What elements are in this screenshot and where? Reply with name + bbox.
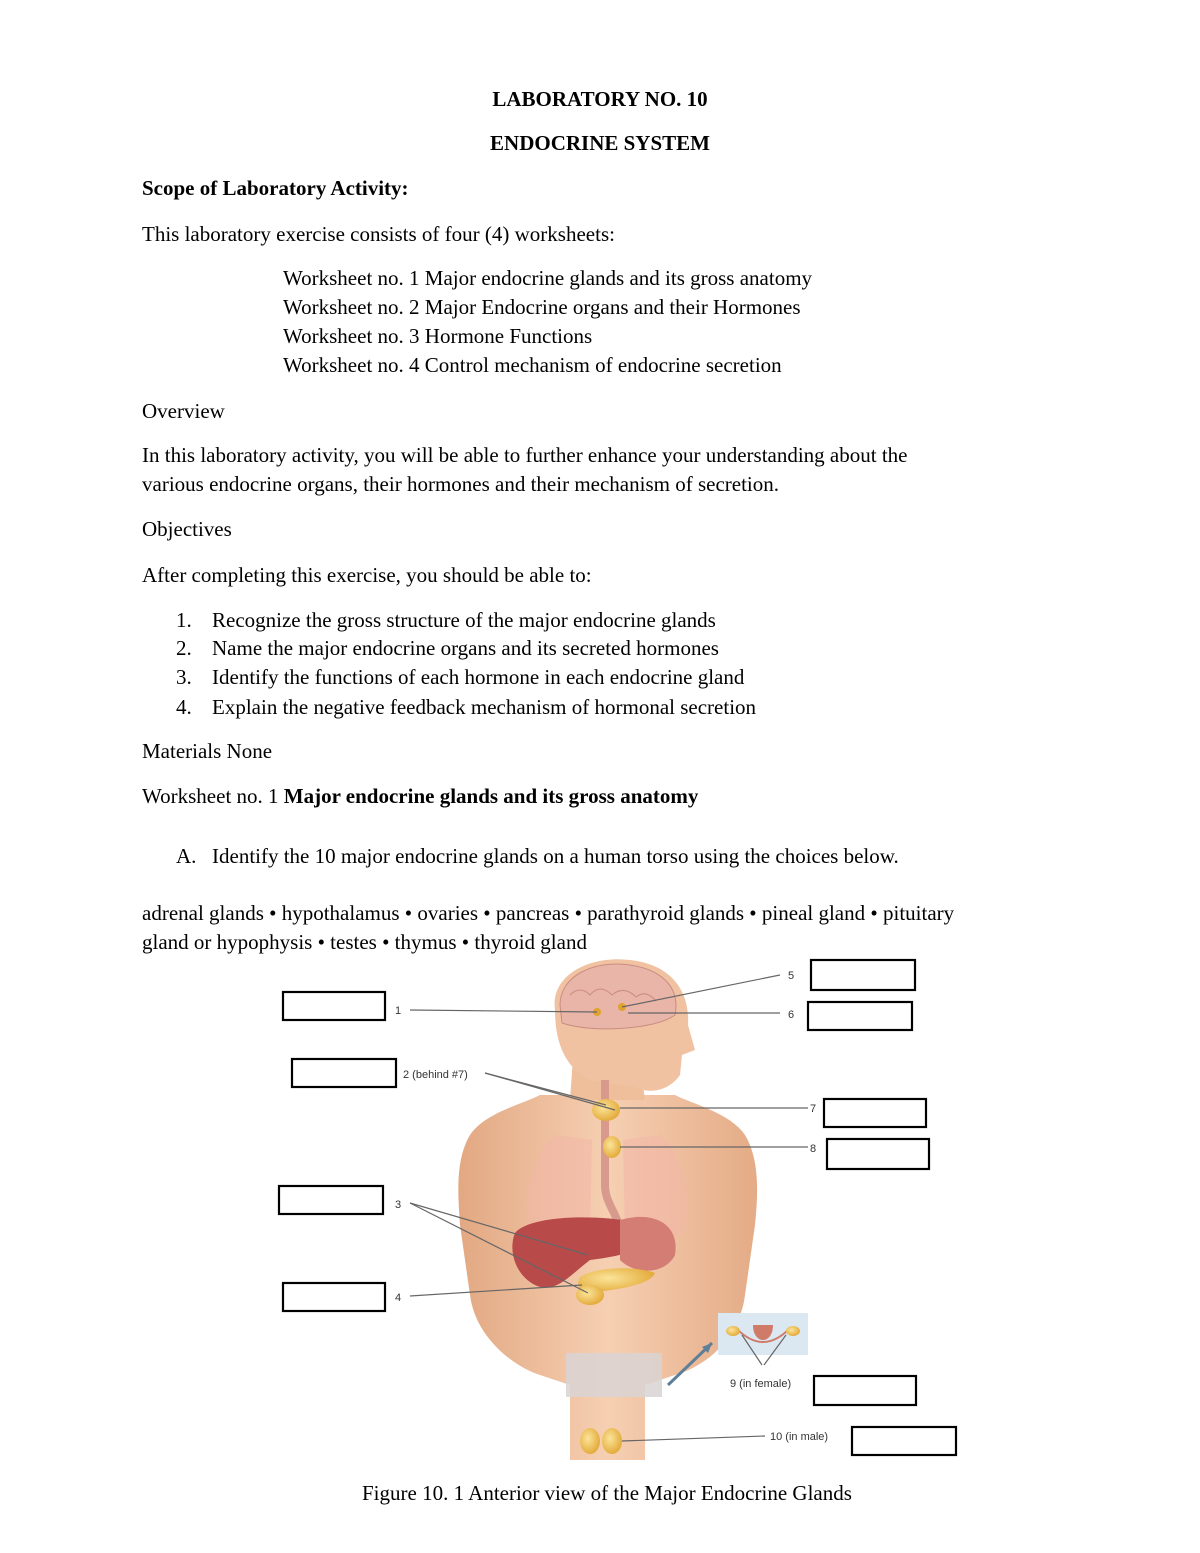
overview-heading: Overview — [142, 399, 225, 423]
figure-label-9: 9 (in female) — [730, 1378, 792, 1390]
objectives-heading: Objectives — [142, 517, 232, 541]
objective-number: 3. — [176, 665, 192, 689]
endocrine-diagram — [270, 955, 970, 1470]
objective-text: Identify the functions of each hormone in each endocrine gland — [212, 665, 745, 689]
answer-box-8[interactable] — [827, 1139, 929, 1169]
obscured-region — [566, 1353, 662, 1397]
worksheet-item-2: Worksheet no. 2 Major Endocrine organs and their Hormones — [283, 295, 801, 319]
figure-label-6: 6 — [788, 1009, 795, 1021]
figure-label-1: 1 — [395, 1005, 402, 1017]
answer-box-10[interactable] — [852, 1427, 956, 1455]
answer-box-5[interactable] — [811, 960, 915, 990]
worksheet1-prefix: Worksheet no. 1 — [142, 784, 284, 808]
figure-label-3: 3 — [395, 1199, 402, 1211]
question-text: Identify the 10 major endocrine glands on a human torso using the choices below. — [212, 844, 899, 868]
question-label: A. — [176, 844, 197, 868]
answer-box-7[interactable] — [824, 1099, 926, 1127]
worksheet-item-1: Worksheet no. 1 Major endocrine glands and its gross anatomy — [283, 266, 813, 290]
adrenal-left — [576, 1285, 604, 1305]
ovary-left — [726, 1326, 740, 1336]
human-torso-illustration — [458, 959, 757, 1460]
figure-caption: Figure 10. 1 Anterior view of the Major Endocrine Glands — [362, 1481, 852, 1505]
figure-label-10: 10 (in male) — [770, 1431, 829, 1443]
scope-heading: Scope of Laboratory Activity: — [142, 176, 409, 200]
overview-line-2: various endocrine organs, their hormones and their mechanism of secretion. — [142, 472, 780, 496]
worksheet1-heading — [142, 786, 698, 807]
choices-line-1: adrenal glands • hypothalamus • ovaries • pancreas • parathyroid glands • pineal gland • pituitary — [142, 901, 955, 925]
figure-label-4: 4 — [395, 1292, 402, 1304]
objective-number: 1. — [176, 608, 192, 632]
answer-box-4[interactable] — [283, 1283, 385, 1311]
objective-text: Name the major endocrine organs and its secreted hormones — [212, 636, 719, 660]
objective-number: 4. — [176, 695, 192, 719]
objective-text: Explain the negative feedback mechanism of hormonal secretion — [212, 695, 757, 719]
answer-box-3[interactable] — [279, 1186, 383, 1214]
worksheet1-title: Major endocrine glands and its gross anatomy — [283, 784, 699, 808]
worksheet-item-3: Worksheet no. 3 Hormone Functions — [283, 324, 593, 348]
figure-label-2: 2 (behind #7) — [403, 1069, 468, 1081]
figure-label-8: 8 — [810, 1143, 817, 1155]
overview-line-1: In this laboratory activity, you will be able to further enhance your understanding about the — [142, 443, 908, 467]
testis-right — [602, 1428, 622, 1454]
scope-intro: This laboratory exercise consists of four (4) worksheets: — [142, 222, 615, 246]
objective-number: 2. — [176, 636, 192, 660]
ovary-right — [786, 1326, 800, 1336]
worksheet-item-4: Worksheet no. 4 Control mechanism of endocrine secretion — [283, 353, 782, 377]
answer-box-2[interactable] — [292, 1059, 396, 1087]
choices-line-2: gland or hypophysis • testes • thymus • thyroid gland — [142, 930, 587, 954]
figure-label-5: 5 — [788, 970, 795, 982]
objectives-intro: After completing this exercise, you should be able to: — [142, 563, 592, 587]
answer-box-1[interactable] — [283, 992, 385, 1020]
objective-text: Recognize the gross structure of the major endocrine glands — [212, 608, 716, 632]
answer-box-9[interactable] — [814, 1376, 916, 1405]
materials-text: Materials None — [142, 739, 273, 763]
thymus-shape — [603, 1136, 621, 1158]
lab-number: LABORATORY NO. 10 — [492, 87, 708, 111]
figure-label-7: 7 — [810, 1103, 817, 1115]
answer-box-6[interactable] — [808, 1002, 912, 1030]
testis-left — [580, 1428, 600, 1454]
lab-title: ENDOCRINE SYSTEM — [490, 131, 710, 155]
